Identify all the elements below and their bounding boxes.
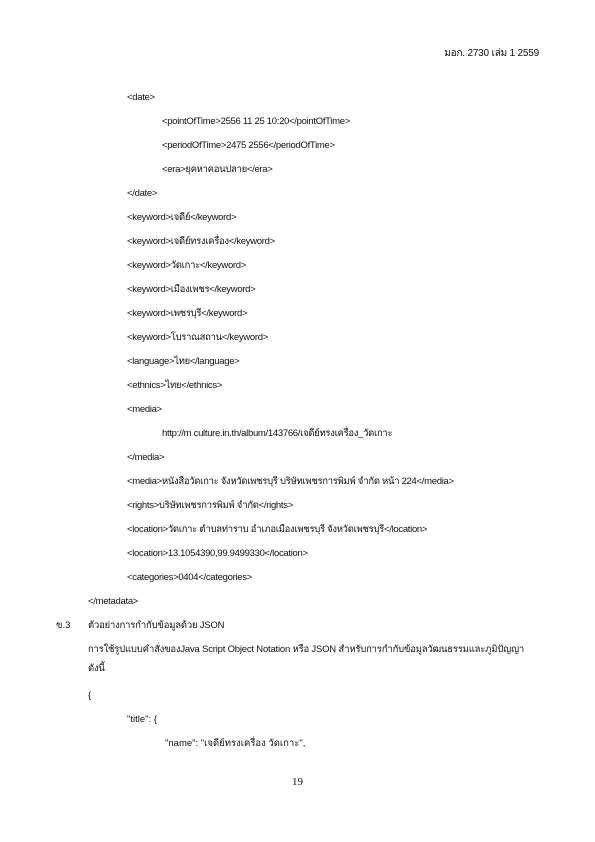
- code-line-ethnics: <ethnics>ไทย</ethnics>: [127, 380, 223, 391]
- code-line-keyword: <keyword>เจดีย์ทรงเครื่อง</keyword>: [127, 236, 275, 247]
- code-line-media-open: <media>: [127, 404, 162, 415]
- standard-reference-header: มอก. 2730 เล่ม 1 2559: [444, 48, 539, 59]
- json-line-open-brace: {: [88, 690, 92, 701]
- json-line-title-key: "title": {: [127, 714, 157, 725]
- code-line-location: <location>วัดเกาะ ตำบลท่าราบ อำเภอเมืองเพชรบุรี จังหวัดเพชรบุรี</location>: [127, 524, 428, 535]
- code-line-location-coords: <location>13.1054390,99.9499330</location>: [127, 548, 308, 559]
- code-line-media-book: <media>หนังสือวัดเกาะ จังหวัดเพชรบุรี บริษัทเพชรการพิมพ์ จำกัด หน้า 224</media>: [127, 476, 454, 487]
- code-line-keyword: <keyword>เจดีย์</keyword>: [127, 212, 237, 223]
- code-line-categories: <categories>0404</categories>: [127, 572, 252, 583]
- code-line-media-url: http://m culture.in.th/album/143766/เจดีย์ทรงเครื่อง_วัดเกาะ: [162, 428, 393, 439]
- page-number: 19: [292, 776, 303, 788]
- code-line-language: <language>ไทย</language>: [127, 356, 240, 367]
- code-line-point-of-time: <pointOfTime>2556 11 25 10:20</pointOfTime>: [162, 116, 350, 127]
- code-line-keyword: <keyword>โบราณสถาน</keyword>: [127, 332, 268, 343]
- section-title: ตัวอย่างการกำกับข้อมูลด้วย JSON: [88, 620, 225, 631]
- code-line-media-close: </media>: [127, 452, 165, 463]
- section-paragraph: การใช้รูปแบบคำสั่งของJava Script Object Notation หรือ JSON สำหรับการกำกับข้อมูลวัฒนธรรมและภูมิปัญญา ดังนี้: [88, 644, 525, 674]
- code-line-metadata-close: </metadata>: [88, 596, 139, 607]
- code-line-keyword: <keyword>เมืองเพชร</keyword>: [127, 284, 256, 295]
- code-line-keyword: <keyword>เพชรบุรี</keyword>: [127, 308, 248, 319]
- section-number: ข.3: [56, 620, 71, 631]
- code-line-date-open: <date>: [127, 92, 155, 103]
- code-line-period-of-time: <periodOfTime>2475 2556</periodOfTime>: [162, 140, 335, 151]
- code-line-keyword: <keyword>วัดเกาะ</keyword>: [127, 260, 247, 271]
- code-line-rights: <rights>บริษัทเพชรการพิมพ์ จำกัด</rights>: [127, 500, 293, 511]
- code-line-date-close: </date>: [127, 188, 158, 199]
- json-line-name-value: "name": "เจดีย์ทรงเครื่อง วัดเกาะ",: [165, 738, 306, 749]
- code-line-era: <era>ยุคหาคอนปลาย</era>: [162, 164, 273, 175]
